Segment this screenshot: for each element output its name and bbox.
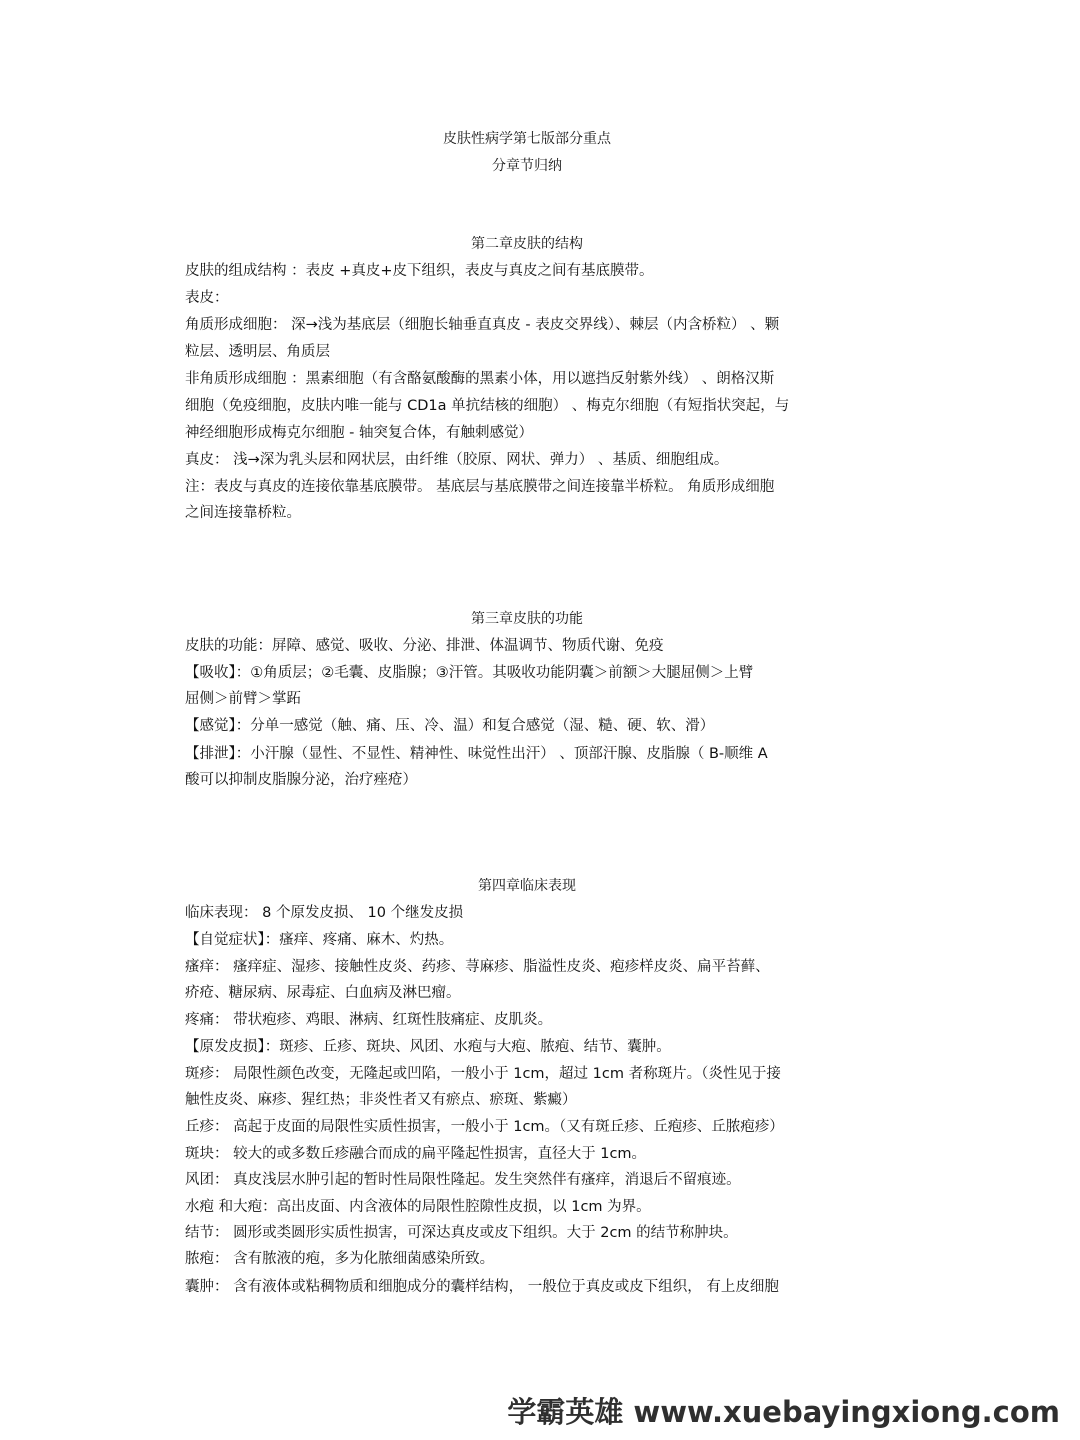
- chapter-4-line: 瘙痒： 瘙痒症、湿疹、接触性皮炎、药疹、荨麻疹、脂溢性皮炎、疱疹样皮炎、扁平苔藓、: [185, 959, 770, 975]
- chapter-4-line: 结节： 圆形或类圆形实质性损害，可深达真皮或皮下组织。大于 2cm 的结节称肿块。: [185, 1225, 738, 1241]
- chapter-4-line: 临床表现： 8 个原发皮损、 10 个继发皮损: [185, 905, 464, 921]
- document-title: 皮肤性病学第七版部分重点: [443, 131, 611, 147]
- chapter-4-line: 触性皮炎、麻疹、猩红热；非炎性者又有瘀点、瘀斑、紫癜）: [185, 1092, 577, 1108]
- chapter-4-line: 斑块： 较大的或多数丘疹融合而成的扁平隆起性损害，直径大于 1cm。: [185, 1146, 647, 1162]
- chapter-2-line: 非角质形成细胞 ：黑素细胞（有含酪氨酸酶的黑素小体，用以遮挡反射紫外线） 、朗格汉斯: [185, 371, 775, 387]
- chapter-4-line: 疥疮、糖尿病、尿毒症、白血病及淋巴瘤。: [185, 985, 461, 1001]
- chapter-4-line: 丘疹： 高起于皮面的局限性实质性损害，一般小于 1cm。（又有斑丘疹、丘疱疹、丘脓疱疹）: [185, 1119, 784, 1135]
- chapter-3-line: 屈侧＞前臂＞掌跖: [185, 691, 301, 707]
- chapter-2-line: 神经细胞形成梅克尔细胞 - 轴突复合体，有触刺感觉）: [185, 425, 533, 441]
- chapter-2-line: 真皮： 浅→深为乳头层和网状层，由纤维（胶原、网状、弹力） 、基质、细胞组成。: [185, 452, 729, 468]
- chapter-4-line: 疼痛： 带状疱疹、鸡眼、淋病、红斑性肢痛症、皮肌炎。: [185, 1012, 553, 1028]
- chapter-3-line: 【感觉】：分单一感觉（触、痛、压、冷、温）和复合感觉（湿、糙、硬、软、滑）: [185, 718, 715, 734]
- document-subtitle: 分章节归纳: [492, 158, 562, 174]
- chapter-4-line: 【自觉症状】：瘙痒、疼痛、麻木、灼热。: [185, 932, 454, 948]
- chapter-2-line: 皮肤的组成结构 ：表皮 +真皮+皮下组织，表皮与真皮之间有基底膜带。: [185, 263, 654, 279]
- chapter-2-line: 表皮：: [185, 290, 229, 306]
- chapter-3-line: 【吸收】：①角质层；②毛囊、皮脂腺；③汗管。其吸收功能阴囊＞前额＞大腿屈侧＞上臂: [185, 665, 754, 681]
- chapter-4-line: 风团： 真皮浅层水肿引起的暂时性局限性隆起。发生突然伴有瘙痒，消退后不留痕迹。: [185, 1172, 741, 1188]
- chapter-2-heading: 第二章皮肤的结构: [471, 236, 583, 252]
- chapter-2-line: 细胞（免疫细胞，皮肤内唯一能与 CD1a 单抗结核的细胞） 、梅克尔细胞（有短指状突起，与: [185, 398, 790, 414]
- chapter-4-line: 水疱 和大疱：高出皮面、内含液体的局限性腔隙性皮损，以 1cm 为界。: [185, 1199, 651, 1215]
- site-watermark: 学霸英雄 www.xuebayingxiong.com: [507, 1395, 1060, 1429]
- chapter-3-line: 【排泄】：小汗腺（显性、不显性、精神性、味觉性出汗） 、顶部汗腺、皮脂腺（ B-顺维 A: [185, 746, 768, 762]
- chapter-3-line: 酸可以抑制皮脂腺分泌，治疗痤疮）: [185, 772, 417, 788]
- chapter-2-line: 注：表皮与真皮的连接依靠基底膜带。 基底层与基底膜带之间连接靠半桥粒。 角质形成细胞: [185, 479, 775, 495]
- chapter-3-heading: 第三章皮肤的功能: [471, 611, 583, 627]
- chapter-2-line: 角质形成细胞： 深→浅为基底层（细胞长轴垂直真皮 - 表皮交界线）、棘层（内含桥粒） 、颗: [185, 317, 780, 333]
- chapter-4-line: 脓疱： 含有脓液的疱，多为化脓细菌感染所致。: [185, 1251, 495, 1267]
- chapter-4-line: 斑疹： 局限性颜色改变，无隆起或凹陷，一般小于 1cm，超过 1cm 者称斑片。（炎性见于接: [185, 1066, 781, 1082]
- chapter-2-line: 之间连接靠桥粒。: [185, 505, 301, 521]
- chapter-4-heading: 第四章临床表现: [478, 878, 576, 894]
- chapter-3-line: 皮肤的功能：屏障、感觉、吸收、分泌、排泄、体温调节、物质代谢、免疫: [185, 638, 664, 654]
- chapter-4-line: 囊肿： 含有液体或粘稠物质和细胞成分的囊样结构， 一般位于真皮或皮下组织， 有上皮细胞: [185, 1279, 779, 1295]
- chapter-4-line: 【原发皮损】：斑疹、丘疹、斑块、风团、水疱与大疱、脓疱、结节、囊肿。: [185, 1039, 671, 1055]
- chapter-2-line: 粒层、透明层、角质层: [185, 344, 330, 360]
